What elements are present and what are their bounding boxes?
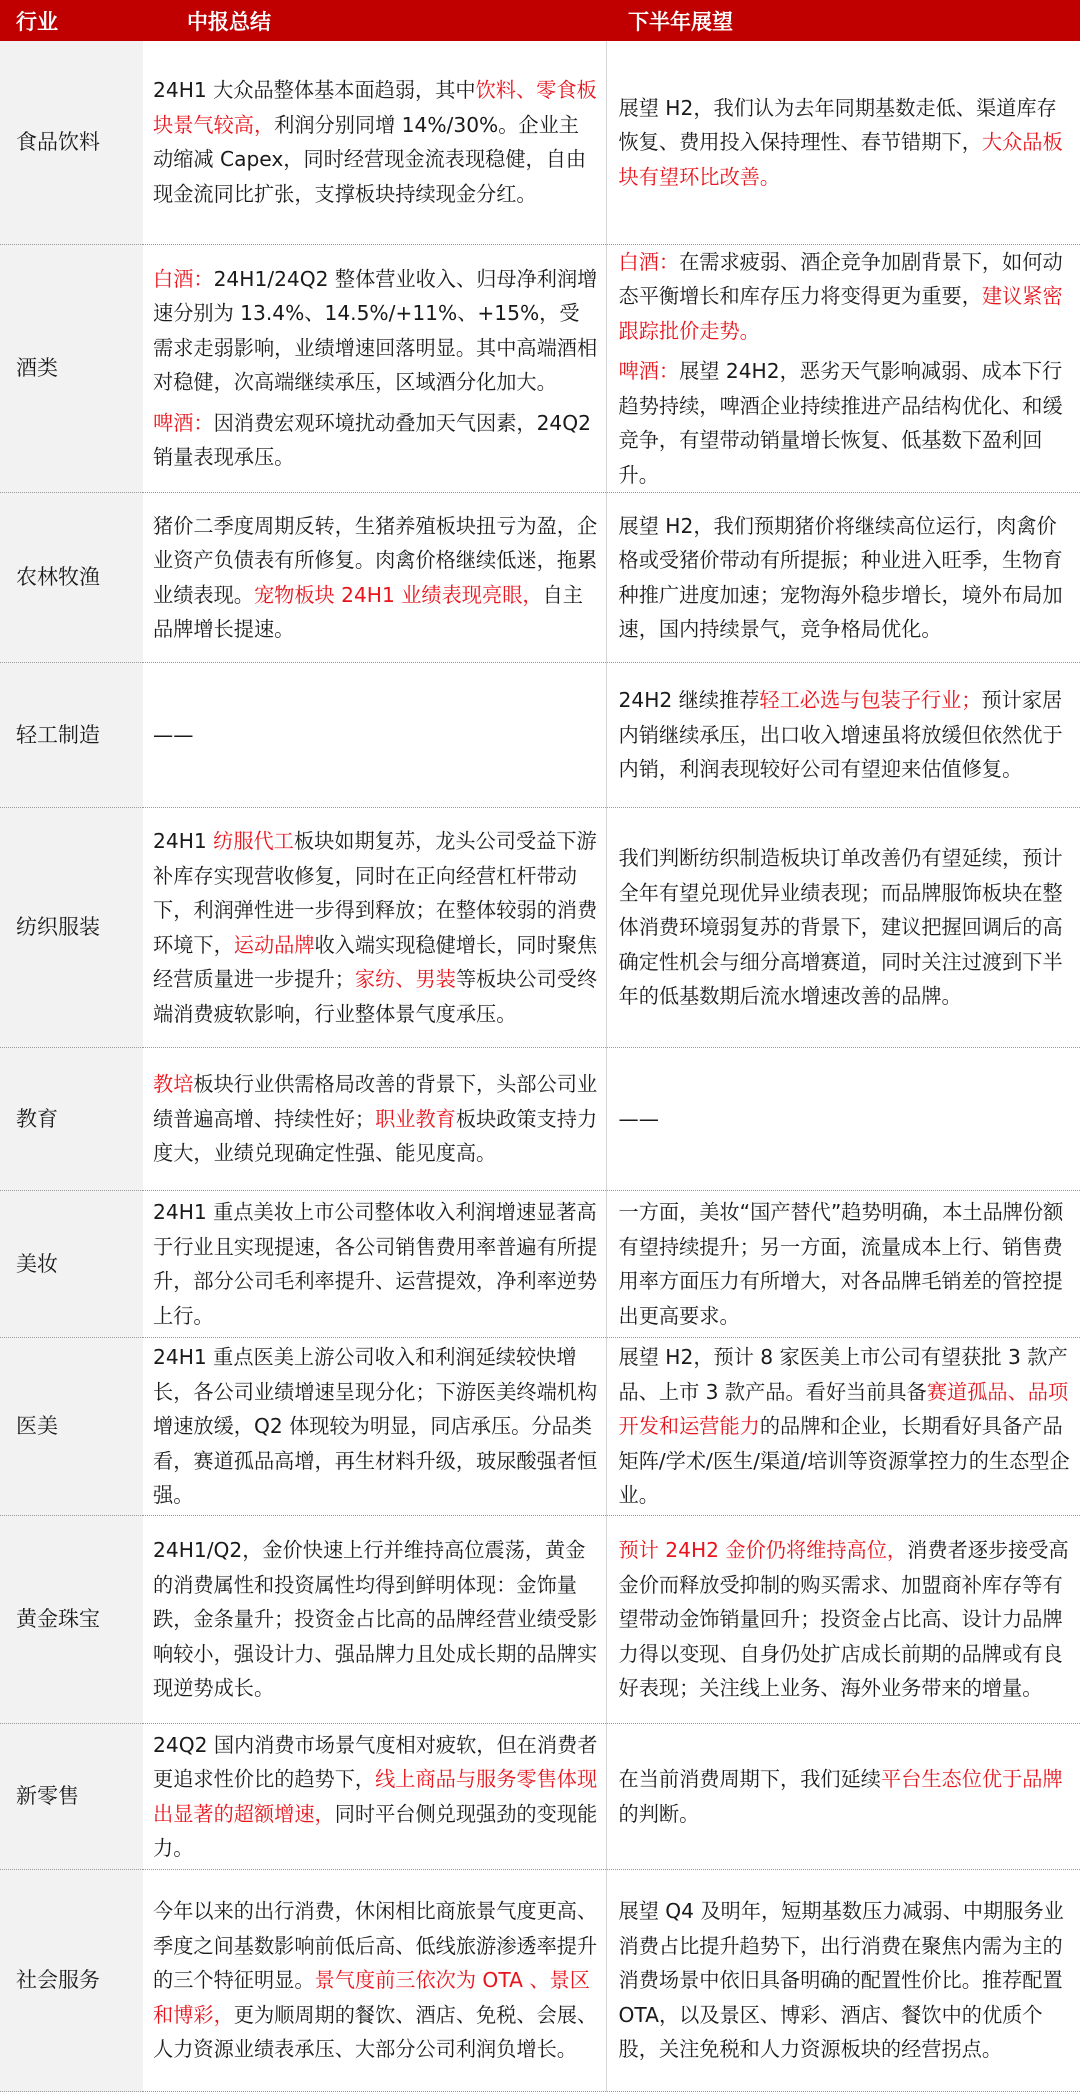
body-text: 24H1/Q2，金价快速上行并维持高位震荡，黄金的消费属性和投资属性均得到鲜明体现：金饰量跌，金条量升；投资金占比高的品牌经营业绩受影响较小，强设计力、强品牌力且处成长期的品牌实现逆势成长。: [153, 1538, 598, 1701]
header-industry: 行业: [0, 0, 143, 41]
body-text: 自主品牌增长提速。: [153, 582, 583, 641]
summary-text: [153, 1067, 598, 1171]
highlight-text: 预计 24H2 金价仍将维持高位，: [618, 1538, 908, 1563]
summary-text: [153, 718, 598, 753]
highlight-text: 平台生态位优于品牌: [880, 1767, 1063, 1791]
highlight-text: 纺服代工: [213, 829, 294, 853]
table-row: [0, 244, 1080, 493]
industry-cell: 农林牧渔: [0, 493, 143, 663]
summary-cell: [143, 663, 606, 808]
summary-cell: [143, 244, 606, 493]
outlook-cell: [606, 1048, 1080, 1191]
summary-text: [153, 1195, 598, 1333]
table-header-row: [0, 0, 1080, 41]
body-text: 一方面，美妆“国产替代”趋势明确，本土品牌份额有望持续提升；另一方面，流量成本上行、销售费用率方面压力有所增大，对各品牌毛销差的管控提出更高要求。: [618, 1200, 1064, 1328]
highlight-text: 赛道孤品、品项开发和运营能力: [618, 1379, 1069, 1439]
body-text: 板块行业供需格局改善的背景下，头部公司业绩普遍高增、持续性好；: [153, 1072, 598, 1131]
body-text: 在需求疲弱、酒企竞争加剧背景下，如何动态平衡增长和库存压力将变得更为重要，: [618, 249, 1063, 308]
body-text: 等板块公司受终端消费疲软影响，行业整体景气度承压。: [153, 967, 598, 1026]
summary-cell: [143, 1870, 606, 2092]
body-text: 展望 24H2，恶劣天气影响减弱、成本下行趋势持续，啤酒企业持续推进产品结构优化、和缓竞争，有望带动销量增长恢复、低基数下盈利回升。: [618, 359, 1063, 487]
table-row: [0, 1516, 1080, 1724]
summary-text: [153, 1894, 598, 2067]
body-text: 24H2 继续推荐: [618, 688, 760, 713]
summary-text: [153, 824, 598, 1031]
outlook-cell: [606, 1338, 1080, 1516]
highlight-text: 白酒：: [618, 249, 680, 274]
outlook-cell: [606, 1191, 1080, 1338]
outlook-text: [619, 683, 1075, 787]
highlight-text: 线上商品与服务零售体现出显著的超额增速，: [153, 1767, 598, 1826]
industry-cell: 教育: [0, 1048, 143, 1191]
industry-cell: 新零售: [0, 1724, 143, 1870]
body-text: 板块如期复苏，龙头公司受益下游补库存实现营收修复，同时在正向经营杠杆带动下，利润弹性进一步得到释放；在整体较弱的消费环境下，: [153, 829, 598, 957]
body-text: 预计家居内销继续承压，出口收入增速虽将放缓但依然优于内销，利润表现较好公司有望迎来估值修复。: [618, 688, 1063, 782]
highlight-text: 运动品牌: [233, 932, 315, 957]
table-row: [0, 1338, 1080, 1516]
summary-cell: [143, 1724, 606, 1870]
summary-text: [153, 1533, 598, 1706]
outlook-cell: [606, 1724, 1080, 1870]
outlook-text: [619, 841, 1075, 1014]
body-text: 在当前消费周期下，我们延续: [618, 1767, 881, 1791]
highlight-text: 啤酒：: [618, 359, 680, 383]
highlight-text: 景气度前三依次为 OTA 、景区和博彩，: [153, 1968, 590, 2027]
table-row: [0, 808, 1080, 1048]
industry-cell: 酒类: [0, 244, 143, 493]
highlight-text: 职业教育: [375, 1106, 456, 1131]
highlight-text: 宠物板块 24H1 业绩表现亮眼，: [253, 582, 543, 607]
body-text: 24H1/24Q2 整体营业收入、归母净利润增速分别为 13.4%、14.5%/+11%、+15%，受需求走弱影响，业绩增速回落明显。其中高端酒相对稳健，次高端继续承压，区域酒分化加大。: [153, 266, 598, 395]
highlight-text: 教培: [153, 1072, 194, 1097]
industry-cell: 黄金珠宝: [0, 1516, 143, 1724]
summary-text-beer: [153, 406, 598, 475]
outlook-cell: [606, 41, 1080, 244]
summary-cell: [143, 808, 606, 1048]
body-text: 展望 H2，预计 8 家医美上市公司有望获批 3 款产品、上市 3 款产品。看好当前具备: [618, 1345, 1068, 1404]
summary-cell: [143, 493, 606, 663]
body-text: 展望 H2，我们预期猪价将继续高位运行，肉禽价格或受猪价带动有所提振；种业进入旺季，生物育种推广进度加速；宠物海外稳步增长，境外布局加速，国内持续景气，竞争格局优化。: [618, 513, 1063, 641]
body-text: 同时平台侧兑现强劲的变现能力。: [153, 1801, 598, 1860]
body-text: 展望 H2，我们认为去年同期基数走低、渠道库存恢复、费用投入保持理性、春节错期下，: [618, 95, 1057, 154]
body-text: 24H1: [153, 829, 214, 853]
body-text: 利润分别同增 14%/30%。企业主动缩减 Capex，同时经营现金流表现稳健，自由现金流同比扩张，支撑板块持续现金分红。: [153, 112, 587, 206]
outlook-cell: [606, 1870, 1080, 2092]
table-row: [0, 1724, 1080, 1870]
outlook-cell: [606, 244, 1080, 493]
body-text: 展望 Q4 及明年，短期基数压力减弱、中期服务业消费占比提升趋势下，出行消费在聚焦内需为主的消费场景中依旧具备明确的配置性价比。推荐配置 OTA，以及景区、博彩、酒店、餐饮中的优质个股，关注免税和人力资源板块的经营拐点。: [618, 1899, 1064, 2062]
body-text: ——: [153, 722, 194, 747]
body-text: 24H1 重点医美上游公司收入和利润延续较快增长，各公司业绩增速呈现分化；下游医美终端机构增速放缓，Q2 体现较为明显，同店承压。分品类看，赛道孤品高增，再生材料升级，玻尿酸强者恒强。: [153, 1345, 598, 1508]
highlight-text: 大众品板块有望环比改善。: [618, 130, 1063, 189]
body-text: 的判断。: [618, 1801, 700, 1826]
body-text: 收入端实现稳健增长，同时聚焦经营质量进一步提升；: [153, 932, 598, 991]
industry-cell: 社会服务: [0, 1870, 143, 2092]
summary-text: [153, 73, 598, 211]
industry-cell: 食品饮料: [0, 41, 143, 244]
summary-cell: [143, 1338, 606, 1516]
outlook-text: [619, 1894, 1075, 2067]
summary-text: [153, 509, 598, 647]
table-row: [0, 1048, 1080, 1191]
body-text: 今年以来的出行消费，休闲相比商旅景气度更高、季度之间基数影响前低后高、低线旅游渗透率提升的三个特征明显。: [153, 1899, 598, 1993]
body-text: 猪价二季度周期反转，生猪养殖板块扭亏为盈，企业资产负债表有所修复。肉禽价格继续低迷，拖累业绩表现。: [153, 513, 598, 607]
header-summary: 中报总结: [143, 0, 606, 41]
highlight-text: 白酒：: [153, 266, 214, 291]
body-text: 消费者逐步接受高金价而释放受抑制的购买需求、加盟商补库存等有望带动金饰销量回升；投资金占比高、设计力品牌力得以变现、自身仍处扩店成长前期的品牌或有良好表现；关注线上业务、海外业务带来的增量。: [618, 1538, 1069, 1701]
body-text: 我们判断纺织制造板块订单改善仍有望延续，预计全年有望兑现优异业绩表现；而品牌服饰板块在整体消费环境弱复苏的背景下，建议把握回调后的高确定性机会与细分高增赛道，同时关注过渡到下半年的低基数期后流水增速改善的品牌。: [618, 846, 1063, 1009]
body-text: 板块政策支持力度大，业绩兑现确定性强、能见度高。: [153, 1106, 598, 1166]
summary-cell: [143, 1191, 606, 1338]
outlook-text: [619, 1533, 1075, 1706]
body-text: 的品牌和企业，长期看好具备产品矩阵/学术/医生/渠道/培训等资源掌控力的生态型企业。: [618, 1414, 1070, 1508]
highlight-text: 饮料、零食板块景气较高，: [153, 78, 597, 137]
body-text: ——: [618, 1106, 659, 1131]
outlook-text: [619, 509, 1075, 647]
highlight-text: 家纺、男装: [354, 967, 456, 991]
body-text: 因消费宏观环境扰动叠加天气因素，24Q2 销量表现承压。: [153, 410, 592, 470]
outlook-text: [619, 1762, 1075, 1831]
summary-text: [153, 1340, 598, 1513]
table-row: [0, 663, 1080, 808]
outlook-text: [619, 1340, 1075, 1513]
table-row: [0, 1870, 1080, 2092]
body-text: 24H1 大众品整体基本面趋弱，其中: [153, 78, 476, 103]
industry-cell: 纺织服装: [0, 808, 143, 1048]
header-outlook: 下半年展望: [606, 0, 1080, 41]
outlook-text: [619, 1102, 1075, 1137]
outlook-cell: [606, 1516, 1080, 1724]
body-text: 更为顺周期的餐饮、酒店、免税、会展、人力资源业绩表承压、大部分公司利润负增长。: [153, 2002, 598, 2062]
outlook-cell: [606, 663, 1080, 808]
industry-cell: 轻工制造: [0, 663, 143, 808]
table-row: [0, 41, 1080, 244]
summary-cell: [143, 41, 606, 244]
summary-text: [153, 1728, 598, 1866]
highlight-text: 建议紧密跟踪批价走势。: [618, 284, 1063, 343]
highlight-text: 轻工必选与包装子行业；: [759, 688, 982, 713]
outlook-text-beer: [619, 354, 1075, 492]
table-row: [0, 493, 1080, 663]
highlight-text: 啤酒：: [153, 410, 214, 435]
summary-text-baijiu: [153, 262, 598, 400]
body-text: 24Q2 国内消费市场景气度相对疲软，但在消费者更追求性价比的趋势下，: [153, 1732, 598, 1791]
outlook-text-baijiu: [619, 245, 1075, 349]
outlook-cell: [606, 493, 1080, 663]
summary-cell: [143, 1048, 606, 1191]
outlook-text: [619, 91, 1075, 195]
summary-cell: [143, 1516, 606, 1724]
industry-cell: 医美: [0, 1338, 143, 1516]
industry-cell: 美妆: [0, 1191, 143, 1338]
table-row: [0, 1191, 1080, 1338]
outlook-cell: [606, 808, 1080, 1048]
body-text: 24H1 重点美妆上市公司整体收入利润增速显著高于行业且实现提速，各公司销售费用率普遍有所提升，部分公司毛利率提升、运营提效，净利率逆势上行。: [153, 1200, 598, 1328]
outlook-text: [619, 1195, 1075, 1333]
